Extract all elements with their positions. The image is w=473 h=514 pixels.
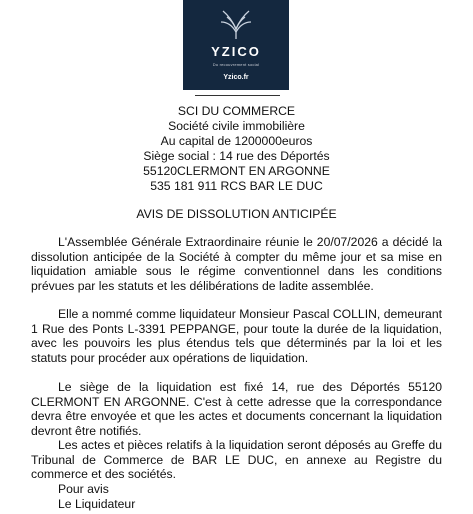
header-divider bbox=[195, 95, 280, 96]
logo-site: Yzico.fr bbox=[223, 74, 249, 81]
paragraph-dissolution: L'Assemblée Générale Extraordinaire réunie le 20/07/2026 a décidé la dissolution anticipée de la Société à compter du même jour et sa mise en liquidation amiable sous le régime conventionnel dans les conditions prévues par les statuts et les délibérations de ladite assemblée. bbox=[31, 235, 442, 293]
closing-line-avis: Pour avis bbox=[58, 482, 109, 496]
paragraph-liquidator: Elle a nommé comme liquidateur Monsieur Pascal COLLIN, demeurant 1 Rue des Ponts L-3391 PEPPANGE, pour toute la durée de la liquidation, avec les pouvoirs les plus étendus tels que déterminés par la loi et les statuts pour procéder aux opérations de liquidation. bbox=[31, 307, 442, 365]
logo-tagline: Du recouvrement social bbox=[212, 62, 260, 67]
company-form: Société civile immobilière bbox=[168, 119, 305, 133]
company-rcs: 535 181 911 RCS BAR LE DUC bbox=[150, 179, 323, 193]
logo-brand: YZICO bbox=[211, 44, 261, 59]
yzico-leaf-emblem-icon bbox=[219, 8, 253, 42]
company-city: 55120CLERMONT EN ARGONNE bbox=[143, 164, 330, 178]
company-name: SCI DU COMMERCE bbox=[177, 104, 296, 118]
yzico-logo bbox=[183, 0, 289, 90]
paragraph-liquidation-seat: Le siège de la liquidation est fixé 14, rue des Déportés 55120 CLERMONT EN ARGONNE. C'est à cette adresse que la correspondance devra être envoyée et que les actes et documents concernant la liquidation devront être notifiés. bbox=[31, 380, 442, 438]
notice-title: AVIS DE DISSOLUTION ANTICIPÉE bbox=[136, 207, 337, 221]
company-address: Siège social : 14 rue des Déportés bbox=[143, 149, 330, 163]
paragraph-filing: Les actes et pièces relatifs à la liquidation seront déposés au Greffe du Tribunal de Commerce de BAR LE DUC, en annexe au Registre du commerce et des sociétés. bbox=[31, 438, 442, 482]
company-capital: Au capital de 1200000euros bbox=[160, 134, 313, 148]
company-header bbox=[0, 104, 473, 194]
closing-line-liquidator: Le Liquidateur bbox=[58, 497, 136, 511]
closing-signature bbox=[58, 482, 135, 512]
